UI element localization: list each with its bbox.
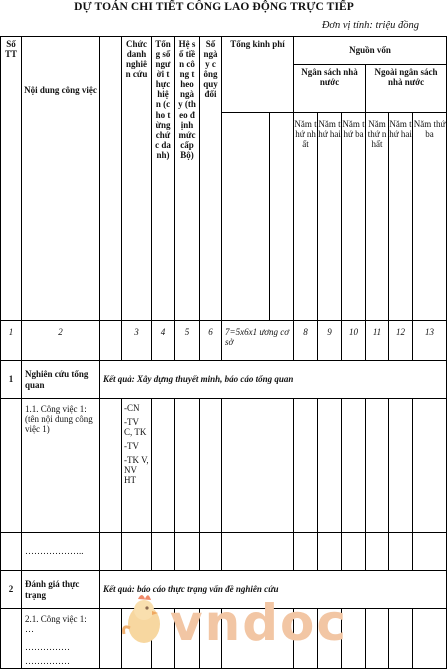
header-ngoai-ngan-sach: Ngoài ngân sách nhà nước bbox=[366, 65, 447, 113]
index-4: 4 bbox=[152, 321, 175, 361]
header-stt: Số TT bbox=[1, 37, 22, 321]
header-nsnn-nam2: Năm thứ hai bbox=[318, 113, 342, 321]
index-8: 8 bbox=[294, 321, 318, 361]
section1-roles bbox=[122, 399, 152, 533]
section1-task: 1.1. Công việc 1: (tên nội dung công việc 1) bbox=[22, 399, 100, 533]
section2-no: 2 bbox=[1, 571, 22, 609]
header-noi-dung: Nội dung công việc bbox=[22, 65, 100, 321]
header-nsnn-nam3: Năm thứ ba bbox=[342, 113, 366, 321]
header-he-so: Hệ số tiền công theo ngày (theo định mức cấp Bộ) bbox=[175, 37, 200, 321]
index-7: 7=5x6x1 ương cơ sở bbox=[222, 321, 294, 361]
index-10: 10 bbox=[342, 321, 366, 361]
section2-dots1: …………… bbox=[25, 642, 70, 653]
role-tv-c-tk: -TV C, TK bbox=[124, 417, 147, 438]
header-nsnn-nam1: Năm thứ nhất bbox=[294, 113, 318, 321]
section1-dots: ……………….. bbox=[22, 533, 100, 571]
header-tong-so-nguoi: Tổng số người thực hiện (cho từng chức danh) bbox=[152, 37, 175, 321]
section2-task-label: 2.1. Công việc 1: … bbox=[25, 614, 87, 635]
role-tk-v-nv-ht: -TK V, NV HT bbox=[124, 455, 149, 486]
header-ngoai-nam3: Năm thứ ba bbox=[413, 113, 447, 321]
index-3: 3 bbox=[122, 321, 152, 361]
watermark-text: vndoc bbox=[170, 594, 348, 652]
header-nguon-von: Nguồn vốn bbox=[294, 37, 447, 65]
role-cn: -CN bbox=[124, 403, 140, 413]
labor-cost-table bbox=[0, 36, 447, 669]
section2-task bbox=[22, 609, 100, 669]
header-ngoai-nam2: Năm thứ hai bbox=[389, 113, 413, 321]
role-tv: -TV bbox=[124, 441, 139, 452]
chicken-mascot-icon bbox=[124, 595, 160, 643]
section2-name: Đánh giá thực trạng bbox=[22, 571, 100, 609]
index-11: 11 bbox=[366, 321, 389, 361]
index-5: 5 bbox=[175, 321, 200, 361]
header-ngoai-nam1: Năm thứ nhất bbox=[366, 113, 389, 321]
section1-result: Kết quả: Xây dựng thuyết minh, báo cáo tổng quan bbox=[100, 361, 447, 399]
index-2: 2 bbox=[22, 321, 100, 361]
header-chuc-danh: Chức danh nghiên cứu bbox=[122, 37, 152, 321]
header-so-ngay: Số ngày công quy đổi bbox=[200, 37, 222, 321]
index-9: 9 bbox=[318, 321, 342, 361]
index-13: 13 bbox=[413, 321, 447, 361]
section1-name: Nghiên cứu tổng quan bbox=[22, 361, 100, 399]
index-12: 12 bbox=[389, 321, 413, 361]
header-ngan-sach: Ngân sách nhà nước bbox=[294, 65, 366, 113]
section2-result: Kết quả: báo cáo thực trạng vấn đề nghiên cứu bbox=[100, 571, 447, 609]
unit-label: Đơn vị tính: triệu đồng bbox=[321, 20, 419, 31]
section1-no: 1 bbox=[1, 361, 22, 399]
page-title: DỰ TOÁN CHI TIẾT CÔNG LAO ĐỘNG TRỰC TIẾP bbox=[74, 1, 354, 13]
vndoc-watermark-logo bbox=[120, 584, 360, 654]
header-tong-kinh-phi: Tổng kinh phí bbox=[222, 37, 294, 113]
section2-dots2: …………… bbox=[25, 656, 70, 667]
index-6: 6 bbox=[200, 321, 222, 361]
index-1: 1 bbox=[1, 321, 22, 361]
